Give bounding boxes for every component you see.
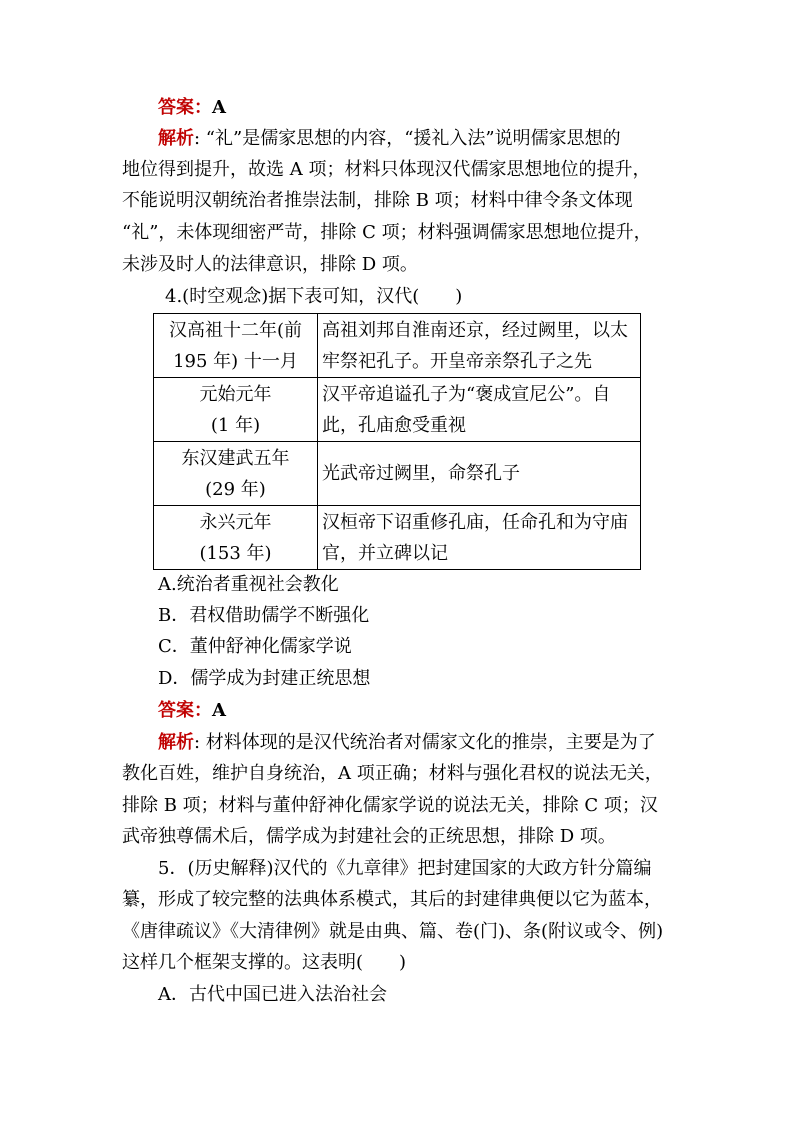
analysis-line: 武帝独尊儒术后，儒学成为封建社会的正统思想，排除 D 项。 [122, 826, 616, 847]
analysis-text: : “礼”是儒家思想的内容，“援礼入法”说明儒家思想的 [194, 128, 621, 149]
analysis-line: “礼”，未体现细密严苛，排除 C 项；材料强调儒家思想地位提升， [122, 222, 652, 243]
table-row [154, 442, 641, 506]
answer-value: A [212, 97, 226, 118]
analysis-label: 解析 [158, 732, 194, 753]
table-cell-event: 汉平帝追谥孔子为“褒成宣尼公”。自 此，孔庙愈受重视 [318, 378, 641, 442]
answer-line-2 [158, 700, 226, 722]
table-row [154, 314, 641, 378]
option-a: A．古代中国已进入法治社会 [158, 984, 387, 1005]
table-cell-time: 元始元年 (1 年) [154, 378, 318, 442]
answer-label: 答案： [158, 700, 212, 721]
analysis-line [158, 128, 621, 150]
question-stem: 《唐律疏议》《大清律例》就是由典、篇、卷(门)、条(附议或令、例) [122, 921, 664, 942]
analysis-line: 地位得到提升，故选 A 项；材料只体现汉代儒家思想地位的提升， [122, 159, 651, 180]
option-b: B．君权借助儒学不断强化 [158, 605, 370, 626]
table-cell-time: 永兴元年 (153 年) [154, 506, 318, 570]
analysis-line: 排除 B 项；材料与董仲舒神化儒家学说的说法无关，排除 C 项；汉 [122, 795, 658, 816]
analysis-label: 解析 [158, 128, 194, 149]
question-stem: 纂，形成了较完整的法典体系模式，其后的封建律典便以它为蓝本， [122, 889, 662, 910]
table-cell-time: 汉高祖十二年(前 195 年) 十一月 [154, 314, 318, 378]
question-stem: 这样几个框架支撑的。这表明( ) [122, 952, 407, 973]
history-table [153, 313, 641, 570]
answer-line-1 [158, 97, 226, 119]
table-row [154, 378, 641, 442]
analysis-line: 不能说明汉朝统治者推崇法制，排除 B 项；材料中律令条文体现 [122, 190, 633, 211]
option-d: D．儒学成为封建正统思想 [158, 668, 371, 689]
analysis-line: 教化百姓，维护自身统治，A 项正确；材料与强化君权的说法无关， [122, 763, 663, 784]
answer-value: A [212, 700, 226, 721]
table-cell-time: 东汉建武五年 (29 年) [154, 442, 318, 506]
analysis-line [158, 732, 656, 754]
table-row [154, 506, 641, 570]
option-c: C．董仲舒神化儒家学说 [158, 636, 352, 657]
question-stem: 5．(历史解释)汉代的《九章律》把封建国家的大政方针分篇编 [158, 858, 652, 879]
question-stem: 4.(时空观念)据下表可知，汉代( ) [165, 286, 463, 307]
option-a: A.统治者重视社会教化 [158, 574, 339, 595]
table-cell-event: 高祖刘邦自淮南还京，经过阙里，以太 牢祭祀孔子。开皇帝亲祭孔子之先 [318, 314, 641, 378]
analysis-line: 未涉及时人的法律意识，排除 D 项。 [122, 254, 418, 275]
table-cell-event: 光武帝过阙里，命祭孔子 [318, 442, 641, 506]
analysis-text: : 材料体现的是汉代统治者对儒家文化的推崇，主要是为了 [194, 732, 656, 753]
table-cell-event: 汉桓帝下诏重修孔庙，任命孔和为守庙 官，并立碑以记 [318, 506, 641, 570]
answer-label: 答案： [158, 97, 212, 118]
